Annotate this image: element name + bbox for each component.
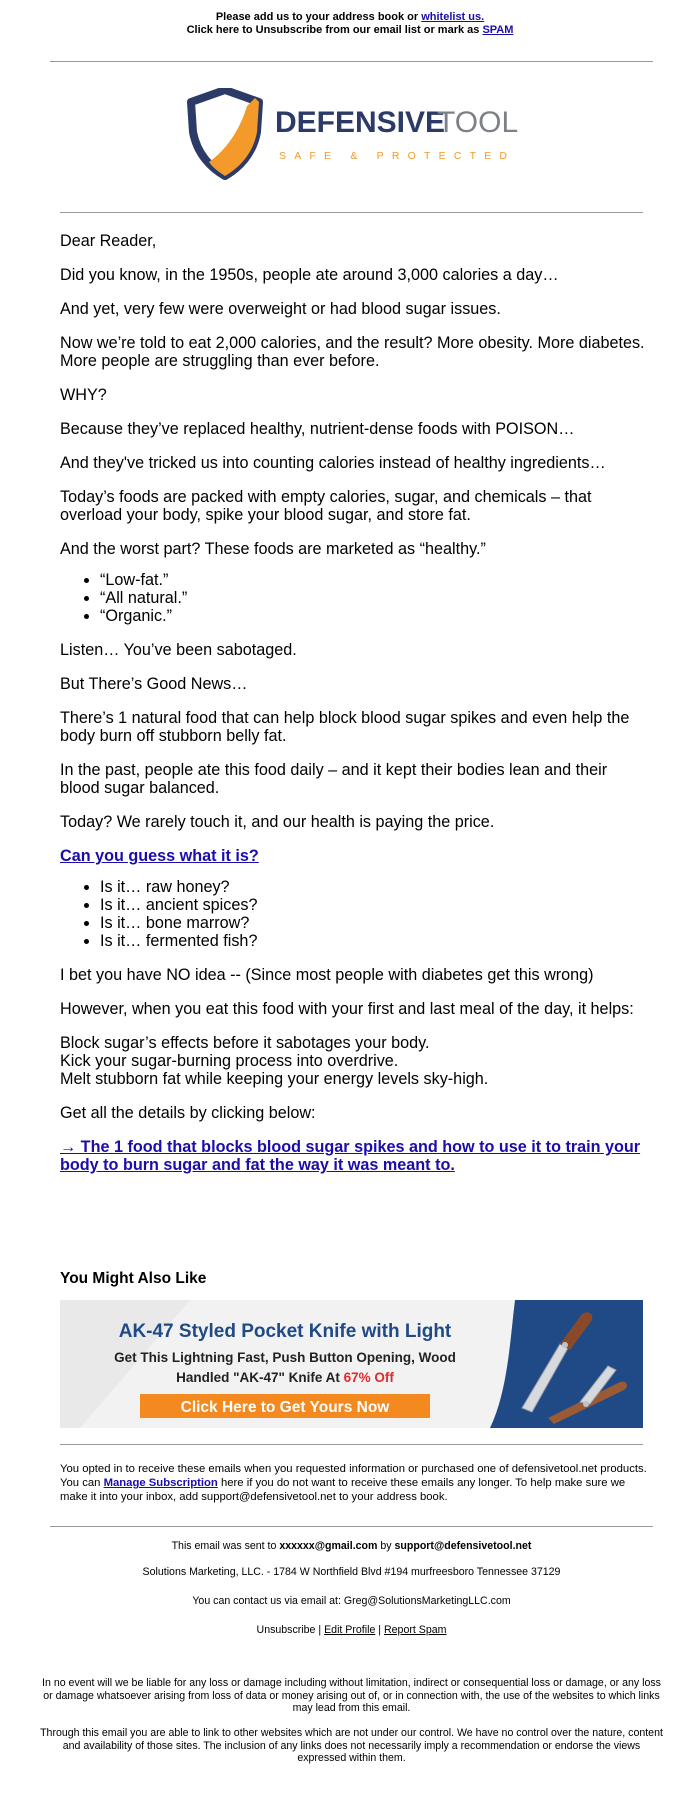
paragraph: And yet, very few were overweight or had blood sugar issues.	[60, 300, 501, 318]
edit-profile-link[interactable]: Edit Profile	[324, 1624, 376, 1636]
paragraph: Did you know, in the 1950s, people ate around 3,000 calories a day…	[60, 266, 559, 284]
guess-list	[60, 878, 650, 950]
recipient-email: xxxxxx@gmail.com	[279, 1540, 378, 1552]
list-item: • Is it… fermented fish?	[100, 932, 650, 950]
you-might-also-like-heading: You Might Also Like	[60, 1270, 207, 1287]
logo-divider	[60, 212, 643, 213]
greeting: Dear Reader,	[60, 232, 157, 250]
unsubscribe-text: Click here to Unsubscribe from our email list or mark as	[186, 24, 480, 36]
top-divider	[50, 61, 653, 62]
marketing-labels-list	[60, 571, 650, 625]
paragraph: Today’s foods are packed with empty calories, sugar, and chemicals – that overload your body, spike your blood sugar, and store fat.	[60, 488, 592, 524]
whitelist-link[interactable]: whitelist us.	[421, 11, 485, 23]
disclaimer-liability: In no event will we be liable for any loss or damage including without limitation, indirect or consequential loss or damage, or any loss or damage whatsoever arising from loss of data or money arising out of, or in connection with, the use of the websites to which links may lead from this email.	[42, 1677, 661, 1714]
manage-subscription-link[interactable]: Manage Subscription	[103, 1477, 218, 1489]
guess-link[interactable]: Can you guess what it is?	[60, 847, 259, 865]
optin-text: here if you do not want to receive these emails any longer. To help make sure we make it into your inbox, add support@defensivetool.net to your address book.	[60, 1477, 626, 1503]
postal-address: Solutions Marketing, LLC. - 1784 W Northfield Blvd #194 murfreesboro Tennessee 37129	[142, 1566, 561, 1578]
report-spam-link[interactable]: Report Spam	[384, 1624, 447, 1636]
brand-tagline: SAFE & PROTECTED	[279, 150, 516, 162]
list-item: • “Organic.”	[100, 607, 650, 625]
paragraph: Because they’ve replaced healthy, nutrient-dense foods with POISON…	[60, 420, 575, 438]
banner-cta-label: Click Here to Get Yours Now	[180, 1399, 390, 1416]
benefit-line: Kick your sugar-burning process into overdrive.	[60, 1052, 399, 1070]
list-item: • “All natural.”	[100, 589, 650, 607]
paragraph: In the past, people ate this food daily – and it kept their bodies lean and their blood sugar balanced.	[60, 761, 608, 797]
email-body	[60, 232, 650, 1190]
whitelist-text: Please add us to your address book or	[215, 11, 419, 23]
unsubscribe-line	[0, 24, 700, 37]
paragraph: There’s 1 natural food that can help block blood sugar spikes and even help the body burn off stubborn belly fat.	[60, 709, 630, 745]
footer-divider	[50, 1526, 653, 1527]
footer-links: Unsubscribe | Edit Profile | Report Spam	[256, 1624, 447, 1636]
paragraph: But There’s Good News…	[60, 675, 248, 693]
contact-line: You can contact us via email at: Greg@SolutionsMarketingLLC.com	[192, 1595, 511, 1607]
list-item: • Is it… raw honey?	[100, 878, 650, 896]
brand-light: TOOL	[437, 106, 519, 139]
paragraph: Get all the details by clicking below:	[60, 1104, 316, 1122]
benefits-block	[60, 1034, 650, 1088]
paragraph: WHY?	[60, 386, 107, 404]
banner-line1: Get This Lightning Fast, Push Button Opening, Wood	[114, 1350, 456, 1365]
optin-text: You opted in to receive these emails when you requested information or purchased one of defensivetool.net products. You can	[60, 1463, 647, 1489]
promo-banner[interactable]	[60, 1300, 643, 1428]
banner-line2: Handled "AK-47" Knife At 67% Off	[176, 1370, 394, 1385]
paragraph: And the worst part? These foods are marketed as “healthy.”	[60, 540, 486, 558]
sender-email: support@defensivetool.net	[394, 1540, 532, 1552]
paragraph: Now we’re told to eat 2,000 calories, and the result? More obesity. More diabetes. More people are struggling than ever before.	[60, 334, 645, 370]
paragraph: Today? We rarely touch it, and our health is paying the price.	[60, 813, 495, 831]
optin-notice	[60, 1462, 650, 1504]
disclaimer-links: Through this email you are able to link to other websites which are not under our control. We have no control over the nature, content and availability of those sites. The inclusion of any links does not necessarily imply a recommendation or endorse the views expressed within them.	[40, 1727, 663, 1764]
benefit-line: Block sugar’s effects before it sabotages your body.	[60, 1034, 430, 1052]
paragraph: I bet you have NO idea -- (Since most people with diabetes get this wrong)	[60, 966, 594, 984]
email-header	[0, 0, 700, 37]
list-item: • Is it… ancient spices?	[100, 896, 650, 914]
defensivetool-logo[interactable]	[185, 88, 545, 180]
cta-link[interactable]: → The 1 food that blocks blood sugar spikes and how to use it to train your body to burn sugar and fat the way it was meant to.	[60, 1138, 641, 1174]
unsubscribe-link[interactable]: Unsubscribe	[256, 1624, 316, 1636]
list-item: • Is it… bone marrow?	[100, 914, 650, 932]
brand-bold: DEFENSIVE	[275, 106, 446, 139]
benefit-line: Melt stubborn fat while keeping your energy levels sky-high.	[60, 1070, 489, 1088]
list-item: • “Low-fat.”	[100, 571, 650, 589]
banner-title: AK-47 Styled Pocket Knife with Light	[118, 1321, 452, 1342]
spam-link[interactable]: SPAM	[482, 24, 514, 36]
paragraph: Listen… You’ve been sabotaged.	[60, 641, 297, 659]
whitelist-line	[0, 11, 700, 24]
promo-divider	[60, 1444, 643, 1445]
paragraph: However, when you eat this food with your first and last meal of the day, it helps:	[60, 1000, 634, 1018]
paragraph: And they've tricked us into counting calories instead of healthy ingredients…	[60, 454, 606, 472]
sent-to-line: This email was sent to xxxxxx@gmail.com by support@defensivetool.net	[171, 1540, 532, 1552]
